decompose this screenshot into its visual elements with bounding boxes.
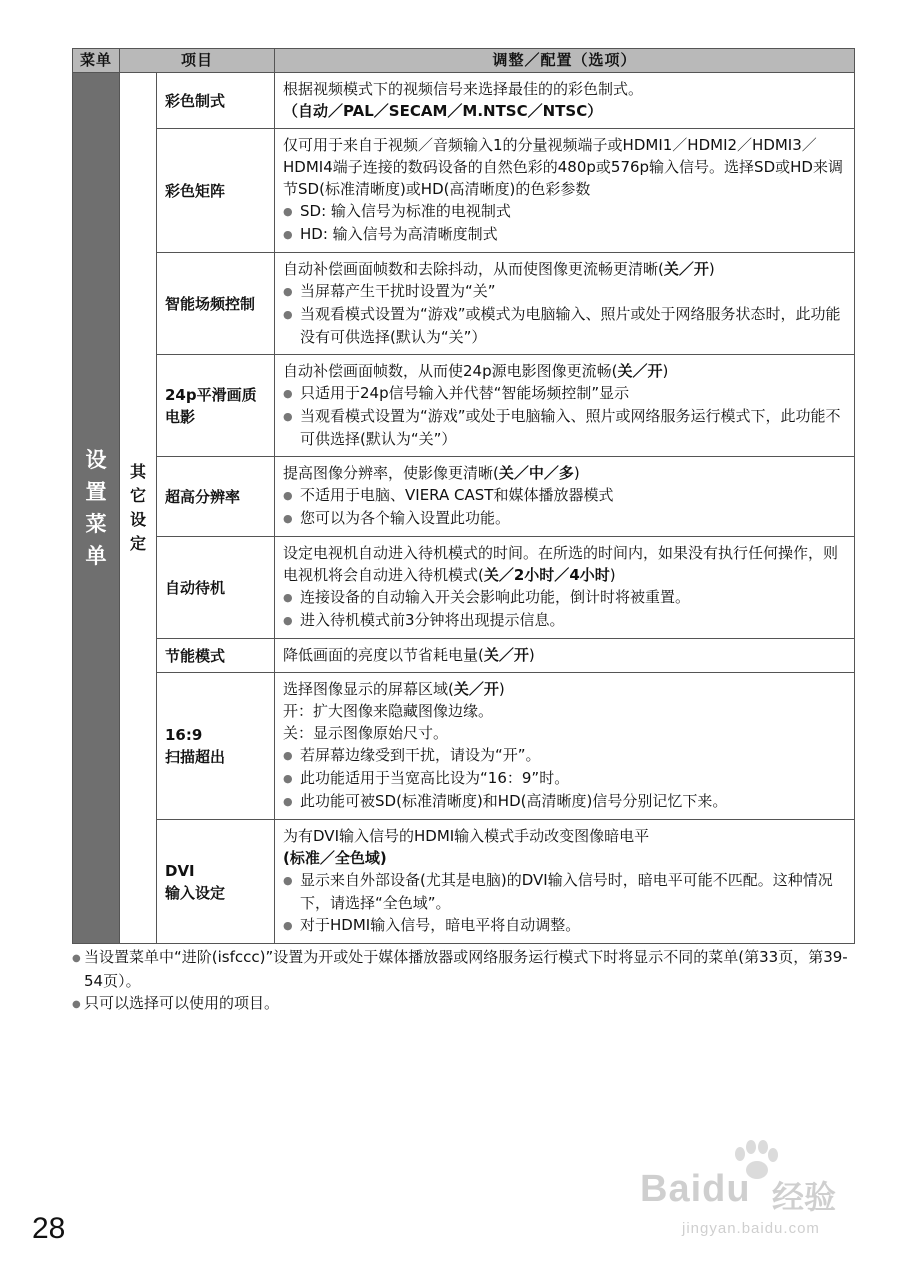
item-description (275, 820, 855, 944)
line-text: 不适用于电脑、VIERA CAST和媒体播放器模式 (300, 486, 614, 504)
line-text: 开：扩大图像来隐藏图像边缘。 (283, 702, 494, 720)
bullet-line (283, 223, 848, 246)
bullet-line (283, 382, 848, 405)
option-values: 关／2小时／4小时 (483, 566, 610, 584)
item-description (275, 355, 855, 457)
line-text: 对于HDMI输入信号，暗电平将自动调整。 (300, 916, 581, 934)
baidu-watermark (640, 1140, 880, 1250)
table-row (73, 73, 855, 129)
page-number: 28 (32, 1212, 66, 1245)
bullet-line (283, 586, 848, 609)
line-text: 当观看模式设置为“游戏”或处于电脑输入、照片或网络服务运行模式下，此功能不可供选择(默认为“关”） (300, 407, 841, 448)
item-description (275, 457, 855, 537)
item-name-cell (157, 537, 275, 639)
description-line (283, 100, 848, 122)
item-name-cell (157, 673, 275, 820)
line-text: 关：显示图像原始尺寸。 (283, 724, 449, 742)
line-end: ) (662, 362, 669, 380)
description-line (283, 644, 848, 666)
item-name: 彩色制式 (165, 91, 226, 110)
item-name: 24p平滑画质 电影 (165, 385, 257, 426)
bullet-line (283, 790, 848, 813)
item-name-cell (157, 639, 275, 673)
option-values: 关／开 (483, 646, 529, 664)
option-values: 关／开 (663, 260, 709, 278)
menu-label: 设置菜单 (85, 448, 107, 568)
table-row (73, 820, 855, 944)
item-name: 超高分辨率 (165, 487, 241, 506)
item-name-cell (157, 355, 275, 457)
line-text: （自动／PAL／SECAM／M.NTSC／NTSC） (283, 102, 603, 120)
line-text: (标准／全色域) (283, 849, 387, 867)
bullet-line (283, 280, 848, 303)
item-description (275, 73, 855, 129)
line-end: ) (708, 260, 715, 278)
description-line (283, 360, 848, 382)
item-description (275, 253, 855, 355)
bullet-line (283, 744, 848, 767)
table-row (73, 355, 855, 457)
line-text: 若屏幕边缘受到干扰，请设为“开”。 (300, 746, 541, 764)
footnote: ● 只可以选择可以使用的项目。 (72, 992, 856, 1016)
description-line (283, 462, 848, 484)
line-text: HD: 输入信号为高清晰度制式 (300, 225, 498, 243)
bullet-line (283, 200, 848, 223)
description-line (283, 847, 848, 869)
bullet-line (283, 609, 848, 632)
item-name-cell (157, 457, 275, 537)
footnote: ● 当设置菜单中“进阶(isfccc)”设置为开或处于媒体播放器或网络服务运行模式下时将显示不同的菜单(第33页，第39-54页）。 (72, 946, 856, 992)
header-item: 项目 (120, 49, 275, 73)
item-name: 16:9 扫描超出 (165, 726, 226, 766)
item-name-cell (157, 73, 275, 129)
watermark-logo: Baidu (640, 1168, 751, 1210)
table-body (73, 73, 855, 944)
item-name-cell (157, 129, 275, 253)
description-line (283, 722, 848, 744)
settings-table (72, 48, 855, 944)
table-row (73, 673, 855, 820)
item-name: 彩色矩阵 (165, 181, 226, 200)
option-values: 关／开 (617, 362, 663, 380)
line-end: ) (498, 680, 505, 698)
item-description (275, 129, 855, 253)
description-line (283, 825, 848, 847)
description-line (283, 542, 848, 586)
bullet-line (283, 484, 848, 507)
bullet-line (283, 869, 848, 914)
line-end: ) (528, 646, 535, 664)
table-row (73, 537, 855, 639)
menu-cell (73, 73, 120, 944)
header-adjust: 调整／配置（选项） (275, 49, 855, 73)
description-line (283, 78, 848, 100)
item-name: 自动待机 (165, 578, 226, 597)
line-text: 此功能适用于当宽高比设为“16：9”时。 (300, 769, 570, 787)
line-text: 根据视频模式下的视频信号来选择最佳的的彩色制式。 (283, 80, 644, 98)
table-row (73, 253, 855, 355)
bullet-line (283, 914, 848, 937)
line-text: 显示来自外部设备(尤其是电脑)的DVI输入信号时，暗电平可能不匹配。这种情况下，请选择“全色域”。 (300, 871, 833, 912)
line-text: SD: 输入信号为标准的电视制式 (300, 202, 511, 220)
option-values: 关／开 (453, 680, 499, 698)
line-text: 为有DVI输入信号的HDMI输入模式手动改变图像暗电平 (283, 827, 650, 845)
line-text: 只适用于24p信号输入并代替“智能场频控制”显示 (300, 384, 630, 402)
item-description (275, 673, 855, 820)
footnotes (72, 946, 856, 1016)
line-end: ) (609, 566, 616, 584)
line-text: 您可以为各个输入设置此功能。 (300, 509, 511, 527)
line-text: 此功能可被SD(标准清晰度)和HD(高清晰度)信号分别记忆下来。 (300, 792, 728, 810)
bullet-line (283, 303, 848, 348)
line-text: 提高图像分辨率，使影像更清晰( (283, 464, 499, 482)
description-line (283, 258, 848, 280)
line-text: 当观看模式设置为“游戏”或模式为电脑输入、照片或处于网络服务状态时，此功能没有可供选择(默认为“关”） (300, 305, 841, 346)
line-text: 设定电视机自动进入待机模式的时间。在所选的时间内，如果没有执行任何操作，则电视机将会自动进入待机模式( (283, 544, 839, 584)
watermark-url: jingyan.baidu.com (682, 1220, 820, 1237)
header-menu: 菜单 (73, 49, 120, 73)
description-line (283, 700, 848, 722)
item-name: DVI 输入设定 (165, 861, 226, 902)
line-text: 仅可用于来自于视频／音频输入1的分量视频端子或HDMI1／HDMI2／HDMI3／HDMI4端子连接的数码设备的自然色彩的480p或576p输入信号。选择SD或HD来调节SD(标准清晰度)或HD(高清晰度)的色彩参数 (283, 136, 843, 198)
table-row (73, 639, 855, 673)
table-row (73, 457, 855, 537)
table-row (73, 129, 855, 253)
line-text: 选择图像显示的屏幕区域( (283, 680, 454, 698)
bullet-line (283, 507, 848, 530)
item-name-cell (157, 253, 275, 355)
line-end: ) (573, 464, 580, 482)
item-name: 智能场频控制 (165, 294, 256, 313)
description-line (283, 134, 848, 200)
table-header-row (73, 49, 855, 73)
line-text: 当屏幕产生干扰时设置为“关” (300, 282, 496, 300)
item-description (275, 639, 855, 673)
item-name: 节能模式 (165, 646, 226, 665)
item-description (275, 537, 855, 639)
watermark-text: 经验 (772, 1179, 837, 1215)
line-text: 连接设备的自动输入开关会影响此功能，倒计时将被重置。 (300, 588, 691, 606)
bullet-line (283, 767, 848, 790)
line-text: 自动补偿画面帧数，从而使24p源电影图像更流畅( (283, 362, 618, 380)
line-text: 降低画面的亮度以节省耗电量( (283, 646, 484, 664)
line-text: 进入待机模式前3分钟将出现提示信息。 (300, 611, 565, 629)
submenu-cell (120, 73, 157, 944)
item-name-cell (157, 820, 275, 944)
description-line (283, 678, 848, 700)
submenu-label: 其它设定 (129, 462, 146, 553)
bullet-line (283, 405, 848, 450)
option-values: 关／中／多 (498, 464, 574, 482)
line-text: 自动补偿画面帧数和去除抖动，从而使图像更流畅更清晰( (283, 260, 664, 278)
